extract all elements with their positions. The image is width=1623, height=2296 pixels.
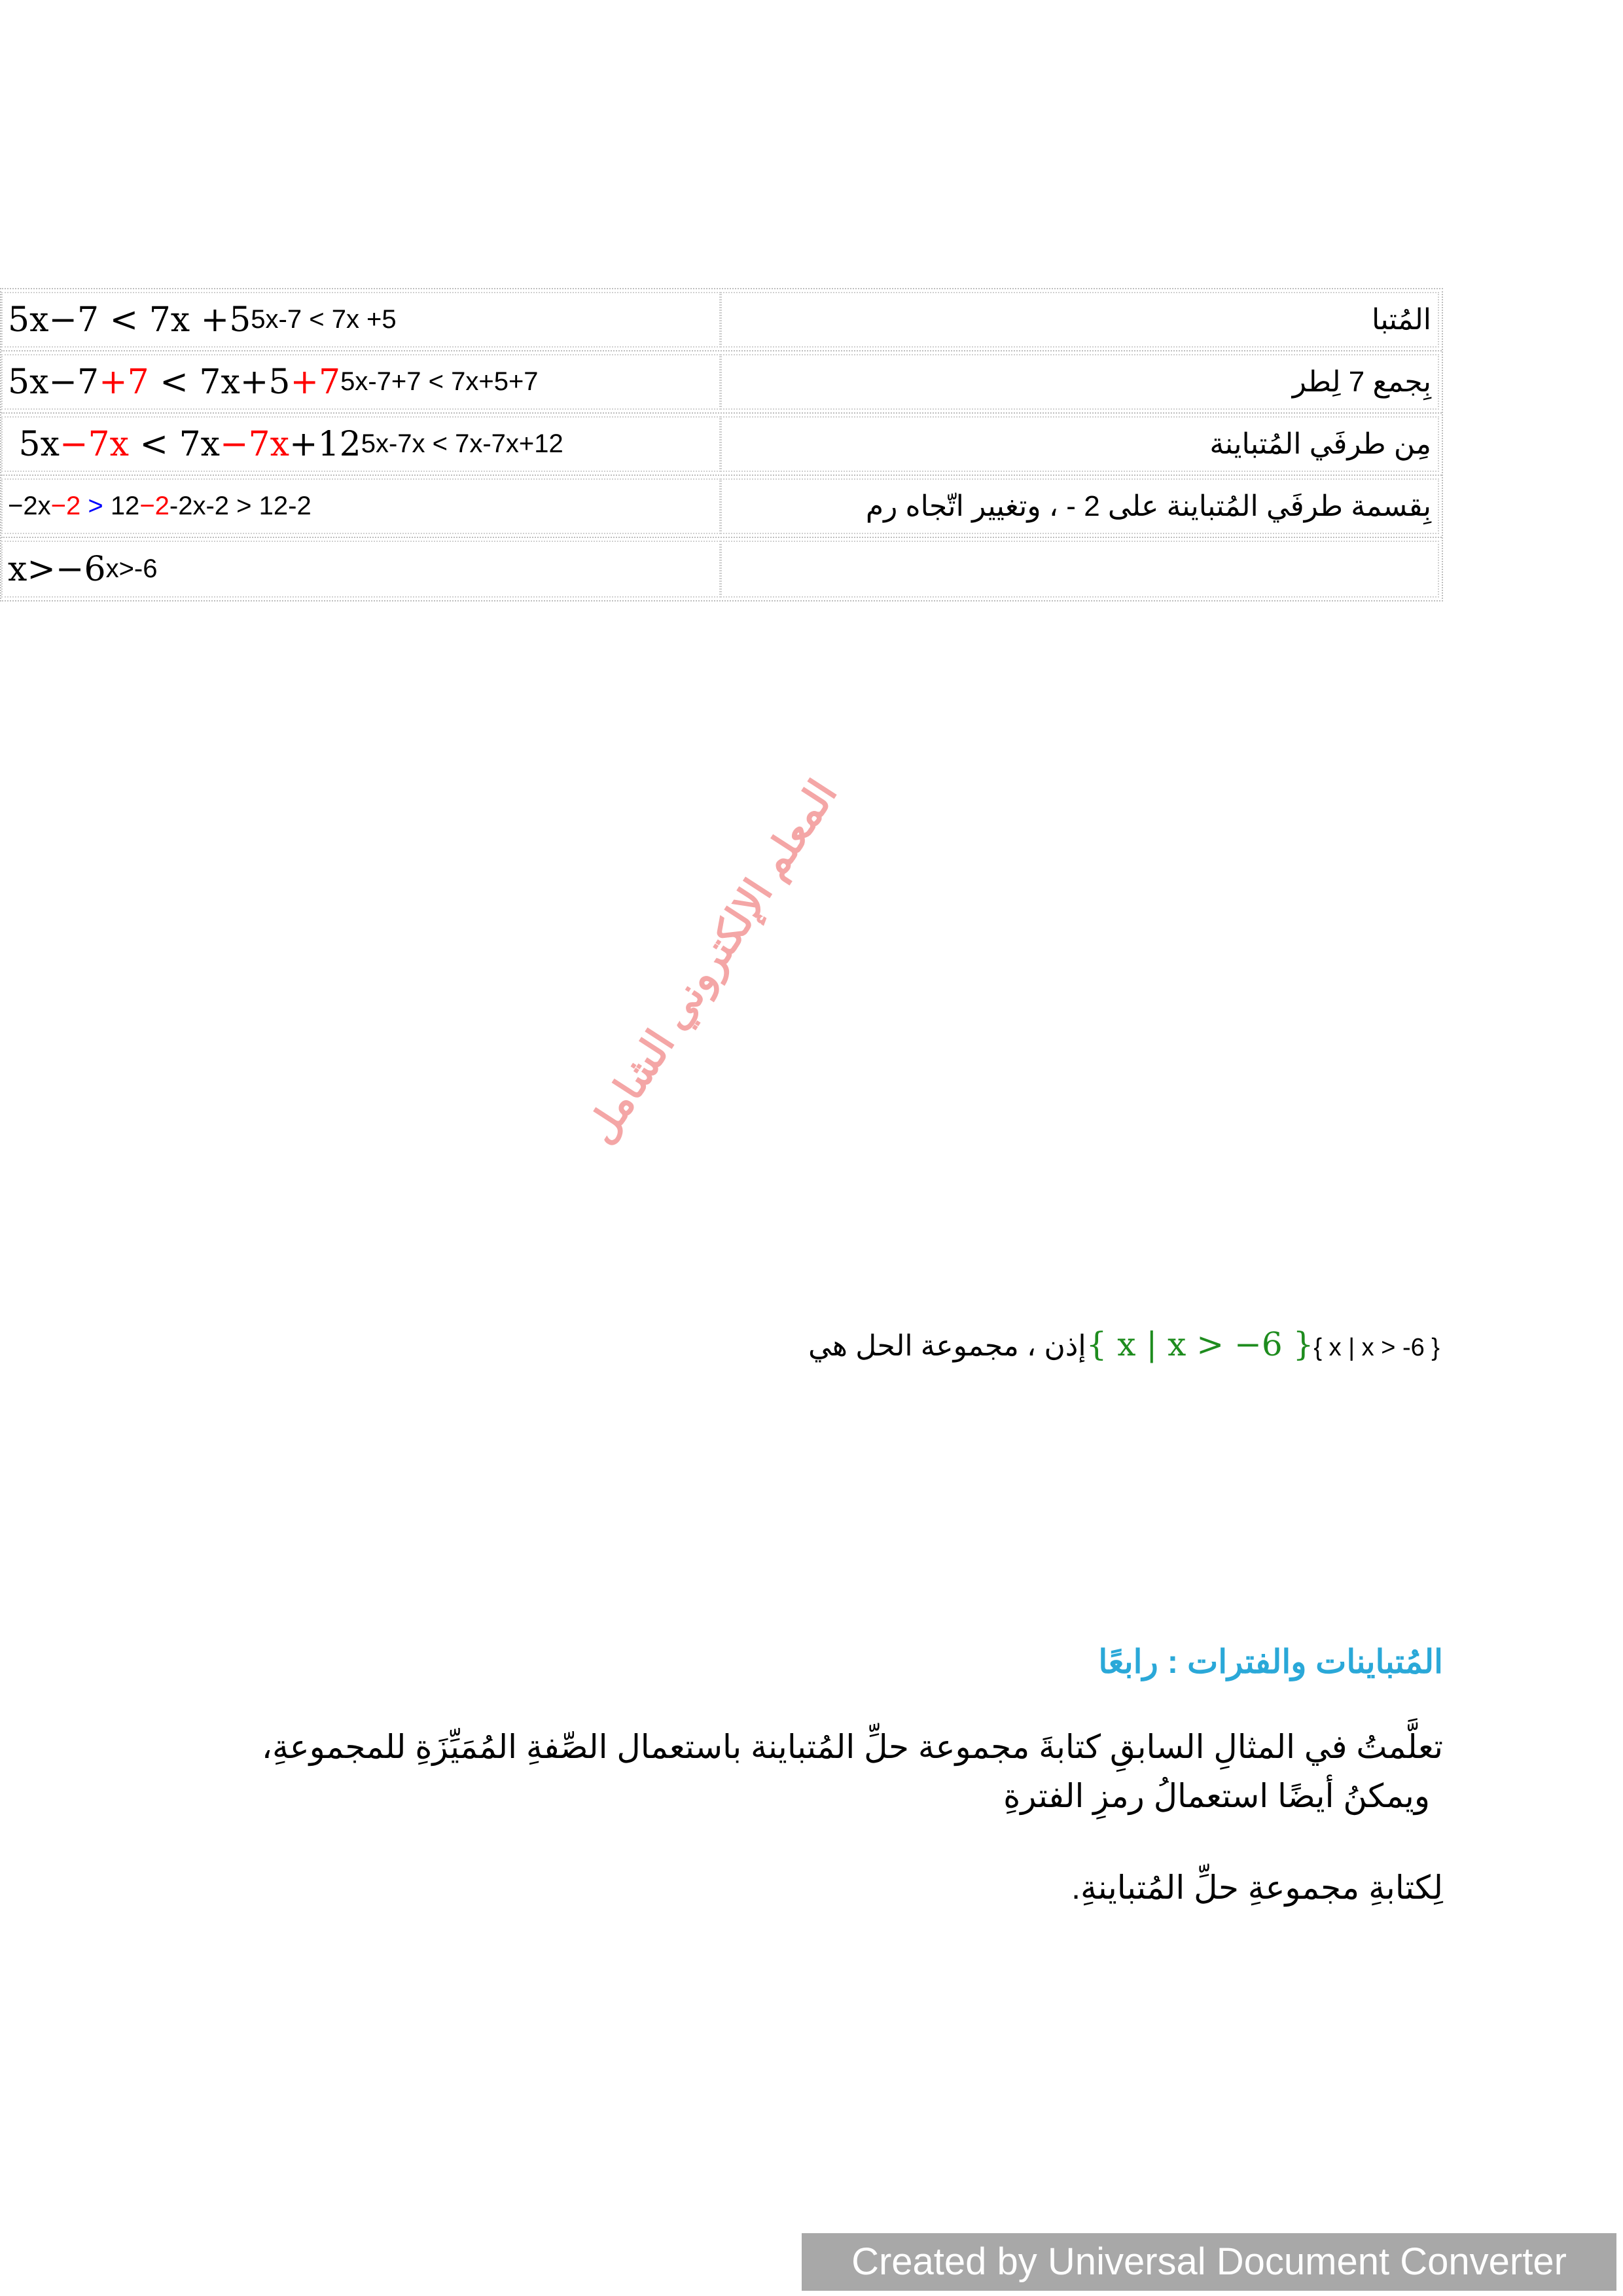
explanation-cell bbox=[721, 478, 1439, 534]
solution-set-plain: { x | x > -6 } bbox=[1313, 1334, 1440, 1361]
math-part: 5x-7x < 7x-7x+12 bbox=[361, 429, 563, 458]
solution-line bbox=[795, 1325, 1440, 1363]
paragraph-line: ويمكنُ أيضًا استعمالُ رمزِ الفترةِ bbox=[1003, 1778, 1430, 1814]
steps-table bbox=[0, 288, 1443, 601]
math-part: < 7x bbox=[128, 424, 220, 464]
explanation-cell bbox=[721, 354, 1439, 410]
math-part: 5x−7 bbox=[8, 362, 99, 402]
math-part: −7x bbox=[59, 424, 129, 464]
math-cell bbox=[1, 416, 721, 472]
math-part: +7 bbox=[99, 362, 149, 402]
math-part: -2x-2 > 12-2 bbox=[169, 492, 312, 520]
math-part: x>-6 bbox=[105, 554, 158, 583]
explanation-cell bbox=[721, 416, 1439, 472]
math-part: +7 bbox=[290, 362, 341, 402]
math-part: < 7x+5 bbox=[149, 362, 291, 402]
math-part: > bbox=[80, 492, 111, 520]
math-part: x>−6 bbox=[8, 549, 106, 589]
watermark-text: المعلم الإلكتروني الشامل bbox=[577, 772, 846, 1152]
math-part: 5x bbox=[8, 424, 60, 464]
step-row bbox=[1, 476, 1442, 538]
step-explanation: مِن طرفَي المُتباينة bbox=[1209, 428, 1431, 460]
step-row bbox=[1, 351, 1442, 414]
step-row bbox=[1, 414, 1442, 476]
step-explanation: بِقسمة طرفَي المُتباينة على 2 - ، وتغيير اتّجاه رم bbox=[865, 490, 1431, 522]
math-part: 5x−7 < 7x +5 bbox=[8, 300, 251, 340]
step-row bbox=[1, 538, 1442, 600]
converter-banner: Created by Universal Document Converter bbox=[802, 2233, 1616, 2291]
step-explanation: بِجمع 7 لِطر bbox=[1292, 366, 1431, 398]
math-cell bbox=[1, 541, 721, 598]
section-title: المُتباينات والفترات : رابعًا bbox=[1098, 1643, 1443, 1680]
math-part: −2 bbox=[139, 492, 169, 520]
math-part: −2 bbox=[50, 492, 81, 520]
explanation-cell bbox=[721, 292, 1439, 348]
solution-set-math: { x | x > −6 } bbox=[1086, 1325, 1314, 1363]
step-row bbox=[1, 289, 1442, 351]
math-part: 12 bbox=[110, 492, 140, 520]
solution-label: إذن ، مجموعة الحل هي bbox=[808, 1330, 1086, 1362]
math-part: −7x bbox=[219, 424, 289, 464]
math-cell bbox=[1, 354, 721, 410]
paragraph-line: تعلَّمتُ في المثالِ السابقِ كتابةَ مجموعة حلِّ المُتباينة باستعمال الصِّفةِ المُمَيِّزَةِ للمجموعةِ، bbox=[261, 1729, 1443, 1765]
explanation-cell bbox=[721, 541, 1439, 598]
step-explanation: المُتبا bbox=[1371, 304, 1431, 336]
math-part: +12 bbox=[289, 424, 361, 464]
math-cell bbox=[1, 478, 721, 534]
math-part: 5x-7 < 7x +5 bbox=[251, 305, 397, 334]
math-cell bbox=[1, 292, 721, 348]
math-part: −2x bbox=[8, 492, 51, 520]
math-part: 5x-7+7 < 7x+5+7 bbox=[340, 367, 539, 396]
paragraph-line: لِكتابةِ مجموعةِ حلِّ المُتباينةِ. bbox=[1071, 1869, 1443, 1906]
